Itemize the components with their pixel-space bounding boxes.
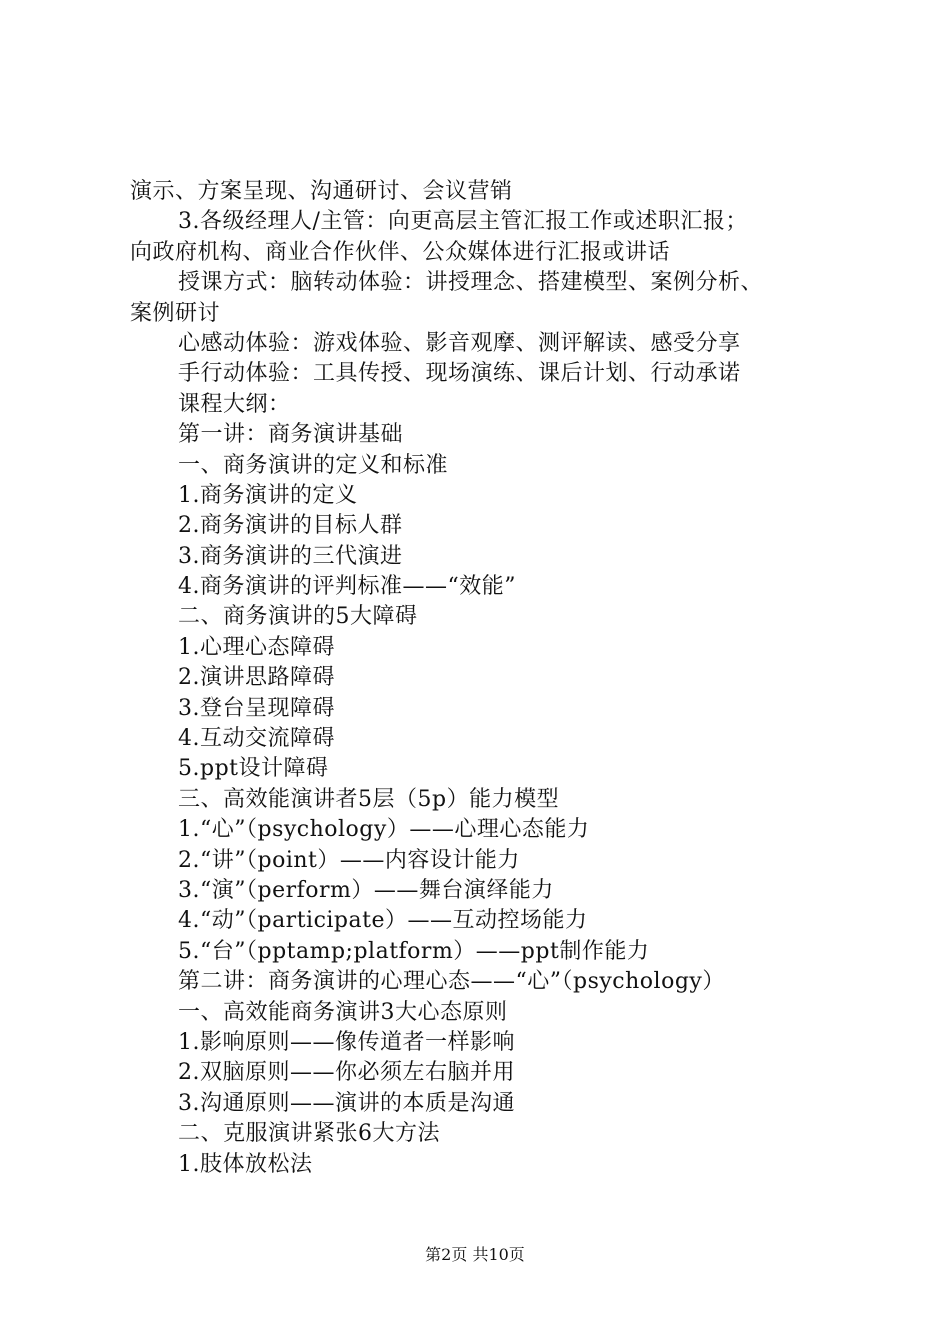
text-line: 一、商务演讲的定义和标准 (178, 452, 449, 478)
text-line: 一、高效能商务演讲3大心态原则 (178, 999, 508, 1025)
document-body (130, 177, 845, 1180)
text-line: 4.互动交流障碍 (178, 726, 335, 752)
text-line: 授课方式：脑转动体验：讲授理念、搭建模型、案例分析、 (178, 270, 764, 296)
text-line: 2.双脑原则——你必须左右脑并用 (178, 1060, 515, 1086)
text-line: 1.心理心态障碍 (178, 634, 335, 660)
text-line: 5.“台”（pptamp;platform）——ppt制作能力 (178, 938, 650, 964)
text-line: 3.商务演讲的三代演进 (178, 543, 403, 569)
text-line: 3.各级经理人/主管：向更高层主管汇报工作或述职汇报； (178, 209, 748, 235)
text-line: 心感动体验：游戏体验、影音观摩、测评解读、感受分享 (178, 330, 741, 356)
text-line: 1.影响原则——像传道者一样影响 (178, 1029, 515, 1055)
text-line: 3.沟通原则——演讲的本质是沟通 (178, 1090, 515, 1116)
text-line: 二、商务演讲的5大障碍 (178, 604, 418, 630)
text-line: 第二讲：商务演讲的心理心态——“心”（psychology） (178, 969, 725, 995)
text-line: 4.商务演讲的评判标准——“效能” (178, 574, 516, 600)
page-footer: 第2页 共10页 (425, 1245, 525, 1264)
text-line: 第一讲：商务演讲基础 (178, 422, 404, 448)
text-line: 2.“讲”（point）——内容设计能力 (178, 847, 520, 873)
text-line: 二、克服演讲紧张6大方法 (178, 1121, 440, 1147)
text-line: 3.“演”（perform）——舞台演绎能力 (178, 877, 554, 903)
text-line: 4.“动”（participate）——互动控场能力 (178, 908, 588, 934)
text-line: 演示、方案呈现、沟通研讨、会议营销 (130, 179, 513, 204)
text-line: 手行动体验：工具传授、现场演练、课后计划、行动承诺 (178, 361, 741, 387)
text-line: 5.ppt设计障碍 (178, 756, 329, 782)
text-line: 向政府机构、商业合作伙伴、公众媒体进行汇报或讲话 (130, 239, 671, 265)
text-line: 三、高效能演讲者5层（5p）能力模型 (178, 786, 560, 812)
text-line: 2.商务演讲的目标人群 (178, 513, 403, 539)
text-line: 案例研讨 (130, 300, 221, 326)
text-line: 1.肢体放松法 (178, 1151, 313, 1177)
text-line: 2.演讲思路障碍 (178, 665, 335, 691)
text-line: 3.登台呈现障碍 (178, 695, 335, 721)
text-line: 1.“心”（psychology）——心理心态能力 (178, 817, 590, 843)
text-line: 1.商务演讲的定义 (178, 482, 358, 508)
text-line: 课程大纲： (178, 391, 291, 417)
